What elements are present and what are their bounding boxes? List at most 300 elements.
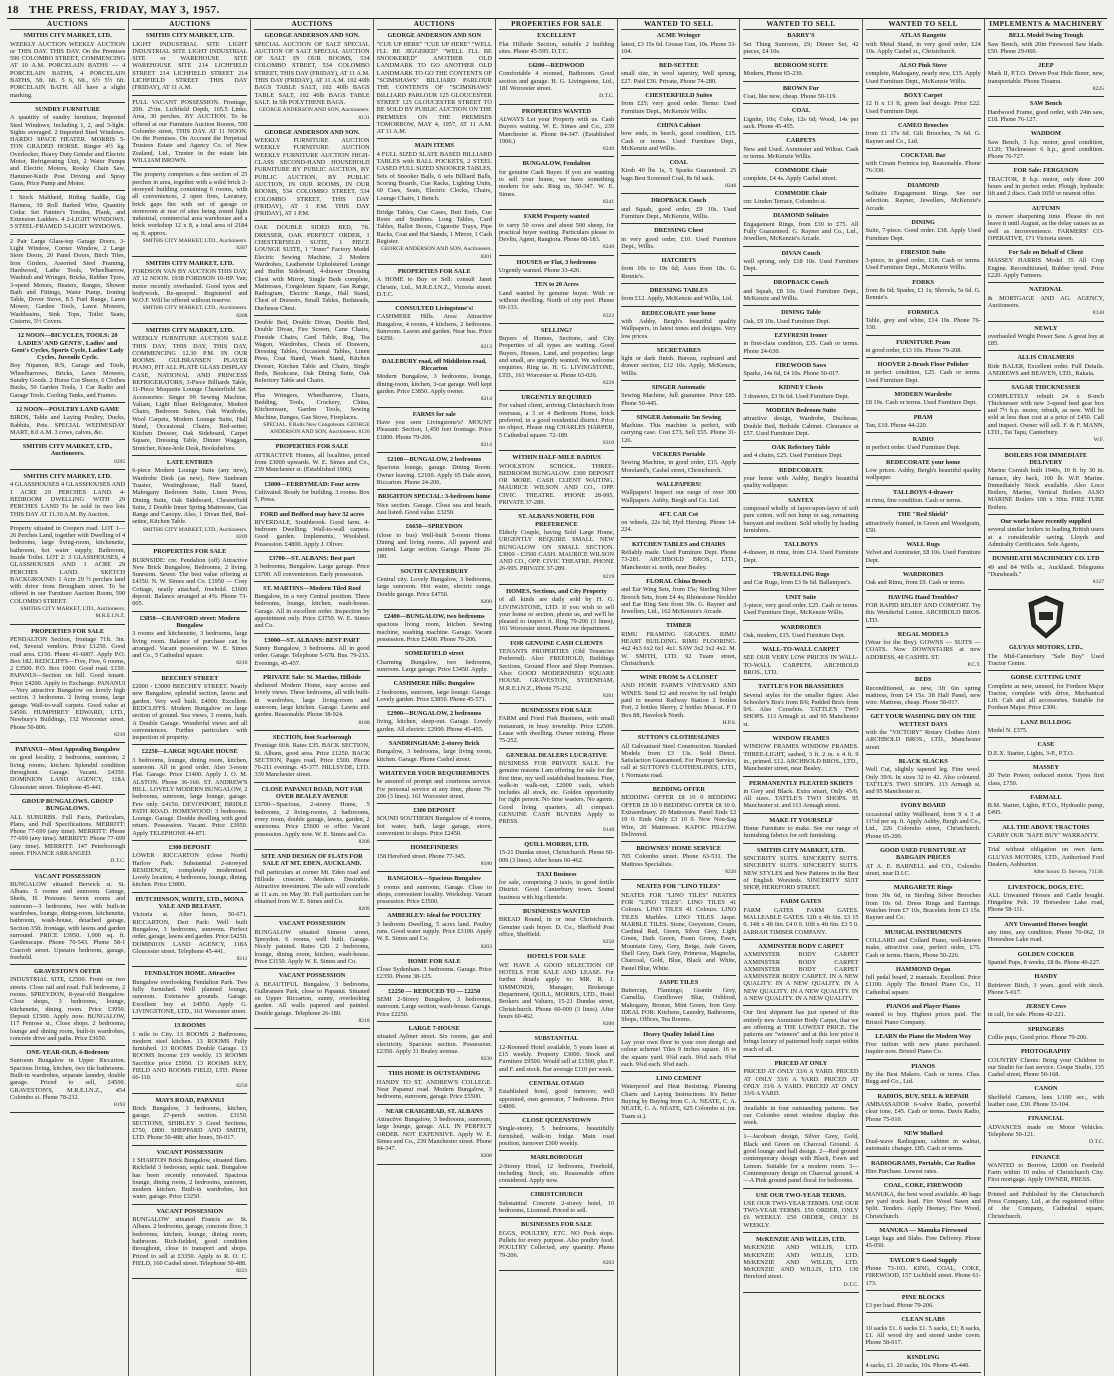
- ad-body: wanted to buy. Highest prices paid. The Bristol Piano Company.: [865, 1011, 981, 1026]
- ad-divider: [743, 103, 858, 104]
- ad-divider: [621, 1071, 736, 1072]
- ad-body: from 10s to 19s 6d; Axes from 18s. G. Rennie's.: [621, 265, 737, 280]
- classified-ad: [866, 1093, 981, 1127]
- ad-body: Set Thing Sunroom, £9; Dinner Set, 42 pieces, £4 10s.: [743, 40, 859, 55]
- ad-divider: [499, 509, 614, 510]
- ad-heading: £3800—FERRYMEAD: Four acres: [264, 480, 360, 488]
- ad-heading: DINING Table: [781, 309, 821, 317]
- ad-heading: WARDROBES: [780, 623, 822, 631]
- ad-body: BUNGALOW situated Francis av. St. Albans. 2 bedrooms, garage, concrete floor, 3 bedrooms, kitchen, lounge, dining room, bathroom. Rich-fielded, good condition throughout, close to transport and shops. Priced to sell at £3350. Apply to R. O. C. FIELD, 160 Cashel street. Telephone 50-488.: [132, 1216, 248, 1267]
- ad-divider: [866, 1089, 981, 1090]
- ad-heading: HATCHETS: [661, 257, 696, 265]
- ad-heading: PAPANUI—Most Appealing Bungalow: [15, 746, 120, 754]
- ad-heading: SMITHS CITY MARKET, LTD.: [145, 326, 234, 334]
- ad-body: 1 SHARTON Brick Bungalow, situated Ilam. Rickfield 3 bedroom, septic tank. Bungalow has been recently renovated. Spacious lounge, dining room, 2 bedrooms, sunroom, modern kitchen. Built-in wardrobes, hot water, garage. Price £3250.: [132, 1156, 248, 1201]
- ad-body: in calf, for sale. Phone 42-221.: [987, 1011, 1066, 1019]
- ad-body: 3 bedrooms, lounge, dining room, kitchen, sunroom. All in good order. Also 3-room Flat. Garage. Price £1400. Apply J. O. M. ALSTON. Phone 36-160. ST. ANDREW'S HILL. LOVELY MODERN BUNGALOW, 2 bedrooms, sunroom, large lounge, garage. Few only. £4150. DEVONPORT, BRIDLE PATH ROAD. HOMEWOOD: 3 bedrooms. Lounge. Garage. Double dwelling with good return. Possession. Vacant. Price £3950. Apply TELEPHONE 44-871.: [132, 756, 248, 837]
- ad-divider: [377, 646, 492, 647]
- ad-heading: FENDALTON HOME. Attractive: [144, 970, 236, 978]
- classified-ad: [866, 1257, 981, 1291]
- ad-divider: [377, 871, 492, 872]
- ad-body: The Mid-Canterbury "Safe Buy" Used Tractor Centre.: [987, 652, 1104, 667]
- ad-heading: 12 NOON—POULTRY LAND GAME: [15, 405, 120, 413]
- ad-divider: [10, 439, 125, 440]
- ad-divider: [499, 904, 614, 905]
- ad-divider: [499, 837, 614, 838]
- ad-heading: 4FT. CAR Cot: [659, 510, 699, 518]
- ad-divider: [377, 205, 492, 206]
- ad-heading: HOOVER 2-Brush Floor Polisher: [877, 361, 969, 369]
- ad-divider: [499, 277, 614, 278]
- ad-body: Boy Nipanun, R/S, Garage and Tools, Wheelbarrows, Bricks, Lawn Mowers, Sundry Goods. 2 Horse Cot Sheets, 6 Clothes Bucks, 50 Garden Tools, 1 Car Radio and Garage Tools. Cooling Tanks, and Frames.: [10, 362, 126, 399]
- ad-reference: H.P.S.: [722, 719, 737, 726]
- ad-body: TRACTOR, 8 h.p. motor, only done 200 hours and in perfect order. Plough, hydraulic lift and 2 discs. Cash £650 or nearest offer.: [987, 175, 1104, 198]
- ad-divider: [866, 627, 981, 628]
- ad-body: well sprung, only £18 10s. Used Furniture Dept.: [743, 257, 859, 273]
- classified-ad: [377, 268, 492, 302]
- newspaper-page: [7, 4, 1107, 1369]
- ad-body: Victoria st. After hours, 50-671. RICCARTON, Deri Park: Well built Bungalow, 3 bedrooms, sunroom. Perfect order, garage, lawns and garden. Price £4250. DOMINION LAND AGENCY, 118A Gloucester street. Telephone 45-441.: [132, 911, 248, 955]
- ad-body: ALL Unwanted Horses and Cattle bought. Hingeline Pelt. 19 Horseshoe Lake road, Phone 58-111.: [987, 891, 1104, 914]
- ad-body: Model N. £375.: [987, 727, 1028, 735]
- ad-divider: [254, 730, 369, 731]
- ad-heading: £6650—SPREYDON: [405, 523, 463, 531]
- ad-body: Attractive Bungalow, 3 bedrooms, sunroom, large lounge, garage. ALL IN PERFECT ORDER. NOT EXPENSIVE. Apply W. E. Simes and Co., 239 Manchester street. Phone 84-347.: [376, 1115, 492, 1153]
- ad-body: occasional utility Wallboard, from 9 x 3 at 11½d per sq. ft. Apply Ashby, Bergh and Co., Ltd., 226 Colombo street, Christchurch. Phone 65-200.: [865, 810, 981, 840]
- section-heading: WANTED TO SELL: [743, 21, 858, 30]
- classified-ad: [377, 680, 492, 707]
- ad-divider: [743, 81, 858, 82]
- ad-divider: [254, 125, 369, 126]
- ad-body: and Ear Wing Sets, from 15s; Sterling Silver Brooch Sets, from £4 4s; Rhinestone Necklet and Ear Ring Sets from 39s. G. Rayner and Jewellers, Ltd., 162 McKenzie's Arcade.: [621, 586, 737, 616]
- classified-ad: [254, 786, 369, 850]
- ad-body: D.E.X. Starter, Lights, 3-P., P.T.O.: [987, 749, 1075, 757]
- ad-body: INDUSTRIAL SITE, £2500. Front on two streets. Close rail and road. Full bedrooms, 2 rooms. SPREYDON, 8-year-old Bungalow. Close shops, 3 bedrooms, lounge, kitchenette, dining room. Price £3950. Deposit £1500. Apply now. BUNGALOW, 117 Penrose st., Close shops. 2 bedrooms, lounge and dining room, built-in wardrobes, concrete drive and paths. Price £3650.: [10, 976, 126, 1042]
- ad-divider: [132, 455, 247, 456]
- ad-divider: [988, 282, 1104, 283]
- ad-body: 10 sacks £1. 6 sacks £1. 5 sacks, £1; 8 sacks, £1. All wood dry and stored under cover. Phone 58-017.: [865, 1324, 981, 1347]
- ad-body: WEEKLY FURNITURE AUCTION WEEKLY FURNITURE AUCTION WEEKLY FURNITURE AUCTION HIGH-CLASS SECOND-HAND HOUSEHOLD FURNITURE BY PUBLIC AUCTION, BY PUBLIC AUCTION, BY PUBLIC AUCTION, IN OUR ROOMS, IN OUR ROOMS, 534 COLOMBO STREET, 534 COLOMBO STREET, THIS DAY (FRIDAY), AT 1 P.M. THIS DAY (FRIDAY), AT 1 P.M.: [254, 137, 370, 218]
- classified-ad: [866, 676, 981, 710]
- ad-heading: CASHMERE Hills: Bungalow: [393, 680, 475, 688]
- ad-heading: ATLAS Rangette: [900, 32, 947, 40]
- classified-ad: [621, 92, 736, 119]
- classified-ad: [499, 32, 614, 59]
- ad-body: with Metal Stand, in very good order, £24 10s. Apply Cashel st., Christchurch.: [865, 40, 981, 55]
- ad-body: WOOLSTON SCHOOL. THREE-BEDROOM BUNGALOW. £300 DEPOSIT OR MORE. CASH CLIENT WAITING. MAURICE WILSON AND CO., OPP. CIVIC THEATRE. PHONE 28-995. PRIVATE 37-289.: [498, 462, 615, 507]
- ad-divider: [377, 301, 492, 302]
- ad-body: overhauled Wright Power Saw. A great buy at £85.: [987, 332, 1104, 348]
- ad-divider: [499, 450, 614, 451]
- classified-ad: [132, 970, 247, 1019]
- classified-ad: [743, 384, 858, 404]
- ad-body: OAK DOUBLE SIDED BED, 7ft. DRESSER, OAK PERFECT ORDER, 1 CHESTERFIELD SUITE, 1 PIECE LOUNGE SUITE, 1 "Joner" Factory Model Electric Sewing Machine, 2 Modern Wardrobes, Leatherette Upholstered Lounge and Buffet Sideboard, 4-drawer Dressing Chest with Mirror, Single Beds complete, Mattresses, Congoleum Square, Gas Range, Radiogram, Electric Range, Hall Stand, Chest of Drawers, Small Tables, Bedsteads, Duchesse Chest.: [254, 224, 370, 312]
- ad-divider: [988, 947, 1104, 948]
- classified-ad: [377, 1025, 492, 1067]
- ad-body: Modern, Phone 65-230.: [743, 70, 804, 78]
- ad-heading: PROPERTIES FOR SALE: [397, 267, 471, 275]
- classified-ad: [988, 452, 1104, 515]
- ad-body: Single-storey, 5 bedrooms, beautifully furnished, walk-in fridge. Main road position, turnover £300 weekly.: [498, 1125, 615, 1147]
- ad-body: your home with Ashby, Bergh's beautiful quality wallpaper.: [743, 475, 859, 490]
- ad-heading: BEDROOM SUITE: [774, 62, 828, 70]
- ad-heading: BOILERS FOR IMMEDIATE DELIVERY: [1004, 451, 1088, 466]
- ad-heading: AXMINSTER BODY CARPET: [758, 942, 844, 950]
- ad-body: SPECIAL AUCTION OF SALT SPECIAL AUCTION OF SALT SPECIAL AUCTION OF SALT IN OUR ROOMS, 534 COLOMBO STREET, 534 COLOMBO STREET, THIS DAY (FRIDAY), AT 11 A.M. THIS DAY (FRIDAY), AT 11 A.M. 102 40lb BAGS TABLE SALT, 102 40lb BAGS TABLE SALT, 102 40lb BAGS TABLE SALT. In 5lb POLYTHENE BAGS.: [254, 40, 370, 106]
- classified-ad: [988, 1115, 1104, 1150]
- ad-divider: [743, 620, 858, 621]
- ad-divider: [988, 514, 1104, 515]
- classified-ad: [621, 541, 736, 575]
- ad-heading: GEORGE ANDERSON AND SON: [387, 32, 482, 40]
- ad-heading: KINDLING: [906, 1353, 940, 1361]
- classified-ad: [988, 741, 1104, 761]
- ad-divider: [743, 246, 858, 247]
- ad-heading: TRAVELLING Rugs: [772, 571, 830, 579]
- ad-divider: [866, 1372, 981, 1373]
- classified-ad: [988, 32, 1104, 59]
- ad-body: for genuine Cash Buyer. If you are wanting to sell your home, we have something modern for sale. Ring us, 50-347. W. E. Simes.: [498, 168, 615, 198]
- ad-body: Cultivated. Ready for building. 3 rooms. Box 5, Press.: [254, 488, 370, 504]
- ad-body: FARM GATES FARM GATES. MALLEABLE GATES. 12ft x 4ft 6in. £3 15 0. 14ft x 4ft 6in. £4 0 0. 10ft x 4ft 6in. £3 5 0. JARRAH TIMBER COMPANY.: [743, 906, 859, 936]
- ad-body: SEE OUR VERY LOW PRICES IN WALL-TO-WALL CARPETS. ARCHBOLD BROS., LTD.: [743, 654, 859, 676]
- classified-ad: [743, 467, 858, 494]
- classified-ad: [10, 798, 125, 870]
- ad-body: 4 FULL SIZED SLATE BASED BILLIARD TABLES with BALL POCKETS, 2 STEEL CASED FULL SIZED SNOOKER TABLES, Sets of Snooker Balls, 6 sets Billiard Balls, Scoring Boards, Cue Racks, Lighting Units, 60 Cues, Seats, Electric Clocks, Chairs, Lounge Chairs, 1 Bench.: [376, 150, 492, 202]
- ad-divider: [621, 306, 736, 307]
- classified-ad: [866, 1354, 981, 1374]
- ad-reference: SMITHS CITY MARKET, LTD., Auctioneers. 8207: [142, 238, 248, 252]
- ad-divider: [499, 255, 614, 256]
- ad-body: on good locality, 2 bedrooms, sunroom, 2 living rooms, kitchen. Splendid condition throughout. Garage. Vacant. £4350. DOMINION LAND AGENCY, 118A Gloucester street. Telephone 45-441.: [10, 754, 126, 791]
- classified-ad: [988, 130, 1104, 164]
- ad-body: USE OUR TWO-YEAR TERMS. USE OUR TWO-YEAR TERMS. £50 ORDER, ONLY £6 WEEKLY. £50 ORDER, ONLY £6 WEEKLY.: [743, 1199, 859, 1229]
- ad-divider: [10, 624, 125, 625]
- ad-heading: COMMODE Chair: [774, 167, 828, 175]
- classified-ad: [988, 973, 1104, 1000]
- ad-divider: [254, 1028, 369, 1029]
- ad-divider: [743, 939, 858, 940]
- ad-divider: [988, 1081, 1104, 1082]
- ad-divider: [988, 1111, 1104, 1112]
- ad-heading: PRICED AT ONLY: [774, 1060, 828, 1068]
- ad-body: any time, any condition. Phone 70-062, 19 Horseshoe Lake road.: [987, 929, 1104, 944]
- ad-divider: [377, 489, 492, 490]
- ad-body: 158 Hereford street. Phone 77-345.: [376, 852, 466, 860]
- classified-ad: [132, 548, 247, 611]
- classified-ad: [254, 129, 369, 222]
- classified-ad: [377, 807, 492, 841]
- classified-ad: [743, 735, 858, 776]
- ad-body: NEATES FOR "LINO TILES" NEATES FOR "LINO TILES". LINO TILES 41 Colours. LINO TILES 41 Colours. LINO TILES Marbles. LINO TILES Jaspe. MARBLE TILES. Stone, Greystone, Cream, Cardinal Red, Green, Silver Grey, Light Green, Dark Green, Foam Green, Fawn, Mountain Grey, Grey, Beige, Jade Green, Shell Grey, Dark Grey, Primrose, Magnolia, Charcoal, Gold, Blue, Black and White, Pastel Blue, White.: [621, 891, 737, 972]
- ad-divider: [10, 521, 125, 522]
- section-heading: AUCTIONS: [10, 21, 125, 30]
- ad-body: 12-Roomed Hotel available, 5 years lease at £15 weekly. Property £3000. Stock and Furniture £9500. Would sell at £1500, plus F. and F. and stock. Bar average £110 per week.: [498, 1043, 615, 1073]
- classified-ad: [377, 710, 492, 737]
- classified-ad: [254, 674, 369, 731]
- classified-ad: [988, 62, 1104, 97]
- ad-divider: [866, 537, 981, 538]
- ad-body: 20 Twin Power, reduced motor. Tyres first class, £750.: [987, 772, 1104, 787]
- ad-divider: [866, 305, 981, 306]
- ad-body: £2000 - £3000 BEECHEY STREET. Nearly new Bungalow, splendid section, lawns and garden. Very well built. £4000. Excellent. REDCLIFFS. Modern Bungalow on large section of ground. Sea views, 3 rooms, bath. A Double Garage. Wonderful views and all conveniences. Further particulars with inspection of property.: [132, 683, 248, 742]
- ad-body: ALL SUBURBS. Full Facts, Particulars, Plans, and Full Specifications. MERRITT: Phone 77-699 (any time). MERRITT: Phone 77-699 (any time). MERRITT: Phone 77-699 (any time). MERRITT: 147 Peterborough street. FINANCE ARRANGED.: [10, 813, 126, 857]
- ad-body: Charming Bungalow, two bedrooms, sunroom. Large garage. Price £3450. Apply.: [376, 658, 492, 673]
- classified-ad: [499, 281, 614, 323]
- ad-body: Hardwood Frame, good order, with 24in saw, £18. Phone 76-127.: [987, 108, 1104, 123]
- ad-divider: [988, 790, 1104, 791]
- ad-divider: [743, 567, 858, 568]
- ad-divider: [621, 1027, 736, 1028]
- ad-body: BREAD Round, in or near Christchurch. Genuine cash buyer. D. Co., Sheffield Post office, Sheffield.: [498, 916, 615, 938]
- ad-heading: HOMES, Sections, and City Property: [506, 588, 607, 595]
- ad-heading: PRAM: [913, 413, 933, 421]
- classified-ad: [743, 541, 858, 568]
- ad-body: in good order, £13 10s. Phone 79-208.: [865, 346, 963, 354]
- ad-reference: 8210: [236, 660, 248, 667]
- ad-divider: [499, 949, 614, 950]
- ad-reference: 8200: [480, 598, 492, 605]
- classified-ad: [866, 802, 981, 843]
- ad-heading: PERMANENTLY PLEATED SKIRTS: [749, 779, 853, 787]
- classified-ad: [621, 622, 736, 671]
- ad-divider: [866, 999, 981, 1000]
- classified-ad: [743, 847, 858, 896]
- ad-divider: [743, 1232, 858, 1233]
- ad-body: and Squab, £8 10s. Used Furniture Dept., McKenzie and Willis.: [743, 287, 859, 303]
- classified-ad: [988, 1154, 1104, 1188]
- ad-body: COLLARD and Collard Piano, well-known make, attractive case, perfect order, £75. Cash or terms. Harris, Phone 50-226.: [865, 936, 981, 959]
- ad-body: Buttercup, Flamingo, Granite Grey, Camellia, Cornflower Blue, Oxblood, Mahogany, Bronze, Mint Green, Iron Grey. IDEAL FOR: Kitchens, Laundry, Bathrooms, Shops, Offices, Tea Rooms.: [621, 987, 737, 1024]
- ad-divider: [132, 1093, 247, 1094]
- ad-divider: [254, 670, 369, 671]
- classified-ad: [743, 137, 858, 164]
- ad-heading: FARM GATES: [780, 898, 822, 906]
- ad-body: Velvet and Axminster, £8 10s. Used Furniture Dept.: [865, 549, 981, 564]
- ad-divider: [743, 894, 858, 895]
- classified-ad: [866, 631, 981, 673]
- ad-body: BUNGALOW situated Simeon street, Spreydon. 6 rooms, well built. Garage. Nicely painted. Rates £20. 2 bedrooms, lounge, dining room, kitchen, wash-house. Price £3150. Apply W. E. Simes and Co.: [254, 928, 370, 965]
- ad-body: Oak and Rimu, from £9. Cash or terms.: [865, 579, 966, 587]
- classified-ad: [10, 873, 125, 966]
- ad-divider: [988, 1187, 1104, 1188]
- ad-divider: [499, 584, 614, 585]
- classified-ad: [866, 1316, 981, 1350]
- ad-body: Home Furniture to make. See our range of furnishing fabrics for soft furnishing.: [743, 825, 859, 840]
- classified-ad: [132, 844, 247, 893]
- ad-divider: [621, 223, 736, 224]
- ad-divider: [132, 256, 247, 257]
- classified-ad: [132, 1022, 247, 1094]
- ad-heading: REGAL MODELS: [897, 630, 949, 638]
- ad-body: sheltered Modern Home, easy access and lovely views. Three bedrooms, all with built-in wardrobes, large living-room and sunroom, large kitchen. Garage. Lawns and garden. Reasonable. Phone 38-924.: [254, 682, 370, 719]
- ad-body: SINCERITY SUITS. SINCERITY SUITS. SINCERITY SUITS. SINCERITY SUITS. NEW STYLES and New Patterns in the Best of English Worsteds. SINCERITY SUIT SHOP, HEREFORD STREET.: [743, 854, 859, 892]
- ad-divider: [988, 126, 1104, 127]
- classified-ad: [621, 786, 736, 842]
- ad-heading: £2250—LARGE SQUARE HOUSE: [141, 748, 238, 756]
- ad-divider: [988, 999, 1104, 1000]
- ad-heading: COAL, COKE, FIREWOOD: [883, 1182, 963, 1190]
- ad-divider: [866, 843, 981, 844]
- classified-ad: [621, 347, 736, 381]
- classified-ad: [621, 227, 736, 254]
- classified-ad: [866, 1130, 981, 1157]
- ad-divider: [988, 880, 1104, 881]
- classified-ad: [866, 361, 981, 388]
- classified-ad: [377, 493, 492, 520]
- ad-heading: CHINA Cabinet: [656, 121, 701, 129]
- ad-divider: [254, 551, 369, 552]
- classified-ad: [499, 841, 614, 868]
- ad-reference: After hours: D. Stevens, 71136.: [1033, 869, 1104, 876]
- ad-body: AXMINSTER BODY CARPET AXMINSTER BODY CARPET AXMINSTER BODY CARPET AXMINSTER BODY CARPET. IN A NEW QUALITY. IN A NEW QUALITY. IN A NEW QUALITY. IN A NEW QUALITY. IN A NEW QUALITY. IN A NEW QUALITY.: [743, 951, 859, 1002]
- ad-heading: FARMALL: [1030, 793, 1062, 801]
- ad-divider: [988, 842, 1104, 843]
- ad-divider: [132, 671, 247, 672]
- ad-body: Sunny Bungalow, 3 bedrooms. All in good order. Garage. Telephone 5-678. Bus. 79-215. Evenings, 45-457.: [254, 644, 370, 667]
- ad-heading: McKENZIE AND WILLIS, LTD.: [756, 1236, 846, 1243]
- ad-divider: [621, 975, 736, 976]
- classified-ad: [988, 674, 1104, 715]
- classified-ad: [499, 640, 614, 704]
- ad-divider: [866, 58, 981, 59]
- ad-body: Flat Hillside Section, suitable 2 building sites. Phone 45-595. D.T.C.: [498, 40, 615, 55]
- ad-body: Plus Wringers, Wheelbarrow, Chairs, Bedding, Tools, Crockery, China, Kitchenware, Garden Tools, Sewing Machine, Ranges, Gas Stove, Fireplaces.: [254, 391, 370, 421]
- ad-heading: BEECHEY STREET: [161, 674, 219, 682]
- ad-heading: SITE AND DESIGN OF FLATS FOR SALE AT MT. EDEN, AUCKLAND.: [261, 853, 363, 868]
- ad-reference: 8208: [480, 1153, 492, 1160]
- column-3: [251, 19, 373, 1376]
- ad-divider: [499, 1076, 614, 1077]
- classified-ad: [743, 167, 858, 187]
- ad-reference: 8221: [236, 1268, 248, 1275]
- ad-divider: [866, 1312, 981, 1313]
- ad-heading: BUSINESSES FOR SALE: [520, 707, 593, 715]
- ad-reference: SMITHS CITY MARKET, LTD., Auctioneers. 8209: [142, 526, 248, 540]
- ad-divider: [621, 58, 736, 59]
- ad-body: FULL VACANT POSSESSION. Frontage, 20ft. 2½in. Lichfield Depth, 165.5 Links. Area, 30 perches. BY AUCTION. To be offered at our Furniture Auction Rooms, 590 Colombo street, THIS DAY. AT 11 NOON. On the Premises. On Account the Perpetual Trustees Estate and Agency Co. of New Zealand, Ltd., Trustee in the estate late WILLIAM BROWN.: [132, 98, 248, 165]
- ad-heading: MAKE IT YOURSELF: [769, 816, 833, 824]
- ad-heading: BRIGHTON SPECIAL: 3-bedroom home: [377, 493, 491, 501]
- ad-heading: NEAR CRAIGHEAD, ST. ALBANS: [385, 1107, 483, 1115]
- ad-body: light or dark finish. Bureau, cupboard and drawer section, £12 10s. Apply, McKenzie, Willis.: [621, 355, 737, 377]
- classified-ad: [499, 394, 614, 451]
- ad-divider: [254, 782, 369, 783]
- ad-body: 3 rooms and sunroom. Garage. Close to shops, convenient locality. Workshop. Vacant possession. Price £3500.: [376, 883, 492, 906]
- classified-ad: [499, 953, 614, 1032]
- classified-ad: [499, 160, 614, 210]
- classified-ad: [377, 770, 492, 804]
- ad-body: PENDALTON Section, frontage 71ft. 3in. rod, Several vendors. Price £1250. Good road area. £150. Phone 41-6007. Apply P.O. Box 182. REDCLIFFS—Five, Five, 6 rooms, 2 £3500. P.O. Box 1000. Good road. £150. PAPANUI—Section on hill. Good tenant. Price £4200. Apply to Exchange. PANANUI—Very attractive Bungalow on lovely high section. 3 bedrooms. 2 living rooms, large garage. Wall-to-wall carpets. Good value at £4500. HUMPHREY EDWARD, LTD., Newbury's Buildings, 132 Worcester street. Phone 50-806.: [10, 635, 126, 731]
- classified-ad: [866, 1182, 981, 1223]
- ad-body: All Galvanised Steel Construction. Standard Models from £3 13s. Sold Direct. Satisfaction Guaranteed. For Prompt Service, call at SUTTON'S CLOTHESLINES, LTD., 1 Normans road.: [621, 742, 737, 779]
- ad-body: Spacious lounge, garage. Dining Room. Owner leaving. £2100. Apply 65 Dale street, Riccarton. Phone 24-206.: [376, 464, 492, 487]
- ad-body: composed wholly of layer-upon-layer of soft pure cotton, will not lump or sag, remaining buoyant and resilient. Sold wholly by leading furnishers.: [743, 504, 859, 534]
- ad-body: 1—Jacobean design, Silver Grey, Gold, Black and Green on Charcoal Ground. A good lounge and hall design. 2—Red ground contemporary design with Black, Fawn and Lemon. Suitable for a modern room. 3—Contemporary design on Charcoal ground. 4—A Pink ground panel floral for bedrooms.: [743, 1133, 859, 1185]
- ad-divider: [866, 962, 981, 963]
- ad-heading: SELLING?: [540, 326, 573, 334]
- classified-ad: [743, 943, 858, 1006]
- ad-heading: DRESSING Chest: [654, 227, 704, 235]
- ad-heading: HOUSES or Flat, 3 bedrooms: [516, 258, 597, 266]
- ad-divider: [621, 477, 736, 478]
- ad-body: £3 per load. Phone 79-206.: [865, 1302, 934, 1310]
- ad-body: from 30s 6d, in Sterling Silver Brooches from 10s 6d. Dress Rings and Earrings. Watches from £7 10s, Bracelets from £1 15s. Rayner and Co.: [865, 892, 981, 922]
- ad-heading: LARGE 7-HOUSE: [408, 1024, 460, 1032]
- ad-divider: [621, 283, 736, 284]
- ad-body: ADVANCES made on Motor Vehicles. Telephone 50-121.: [987, 1123, 1104, 1138]
- ad-body: Double Bed, Double Divan, Double Bed, Double Divan, Fire Screen, Cane Chairs, Fireside Chairs, Card Table, Rug, Tea Wagon, Wardrobes, Chests of Drawers, Dressing Tables, Occasional Tables, Linen Press, Coat Stand, Wash Stand, Kitchen Dresser, Kitchen Table and Chairs, Single Beds, Bookcase, Oak Dining Suite, Oak Refectory Table and Chairs.: [254, 318, 370, 385]
- ad-divider: [254, 315, 369, 316]
- ad-body: B.M. Starter, Lights, P.T.O., Hydraulic pump, £495.: [987, 802, 1104, 817]
- ad-heading: HOME FOR SALE: [407, 957, 461, 965]
- ad-heading: PIANOS: [911, 1062, 936, 1070]
- classified-ad: [866, 92, 981, 119]
- ad-divider: [743, 1129, 858, 1130]
- ad-heading: SECRETAIRES: [656, 346, 701, 354]
- classified-ad: [132, 459, 247, 545]
- ad-heading: LATE ENTRIES: [166, 459, 213, 467]
- ad-heading: EZYFRESH Ironer: [774, 331, 828, 339]
- ad-heading: VACANT POSSESSION: [156, 1207, 224, 1215]
- ad-divider: [132, 966, 247, 967]
- ad-divider: [377, 1164, 492, 1165]
- ad-body: Marine Cornish built 1940s, 10 ft. by 30 in. furnace, dry back, 100 lb. W.P. Marine. Immediately Stock available. Also Loco Boilers, Marine, Vertical Boilers. ALSO MARINE Boilers 10ft x 30in. FIRE TUBE Boilers.: [987, 467, 1104, 511]
- ad-body: in very good order, £10. Used Furniture Dept., Willis.: [621, 235, 737, 250]
- classified-ad: [499, 513, 614, 585]
- ad-body: Engagement Rings, from £30 to £75. All Fully Guaranteed. G. Rayner and Co., Ltd., Jewellers, McKenzie's Arcade.: [743, 220, 859, 243]
- ad-body: A BEAUTIFUL Bungalow, 3 bedrooms, Gulbransen Park, close to Papanui. Situated on Upper Riccarton, sunny, overlooking garden. All walls papered and painted. Double garage. Telephone 26-180.: [254, 980, 370, 1017]
- ad-body: in perfect order. Used Furniture Dept.: [865, 444, 961, 452]
- classified-ad: [621, 845, 736, 880]
- ad-body: Dual-wave Radiogram, cabinet in walnut, automatic changer. £85. Cash or terms.: [865, 1138, 981, 1153]
- ad-heading: DIAMOND: [907, 181, 939, 189]
- ad-divider: [132, 167, 247, 168]
- ad-heading: FOR GENUINE CASH CLIENTS: [510, 639, 603, 647]
- classified-ad: [743, 571, 858, 591]
- ad-divider: [743, 642, 858, 643]
- ad-heading: GROUP BUNGALOWS. GROUP BUNGALOWS.: [21, 797, 114, 813]
- classified-ad: [621, 1075, 736, 1124]
- classified-ad: [866, 309, 981, 336]
- classified-ad: [254, 637, 369, 671]
- ad-body: cnr. Linden Terrace, Colombo st.: [743, 198, 827, 206]
- ad-body: WEEKLY AUCTION WEEKLY AUCTION or THIS DAY. THIS DAY. On the Premises 590 COLOMBO STREET, COMMENCING AT 10 A.M. PORCELAIN BATHS — 4 PORCELAIN BATHS, 4 PORCELAIN BATHS, 5ft. 6ft. 5 6, 6ft., 6½ 5½ 6ft. PORCELAIN BATH. All have a slight marking.: [10, 40, 126, 99]
- ad-heading: CENTRAL OTAGO: [528, 1079, 584, 1087]
- ad-heading: CASE: [1037, 741, 1055, 749]
- ad-body: Table, grey and white, £14 10s. Phone 76-330.: [865, 316, 981, 332]
- ad-heading: 12 NOON—BICYCLES, TOOLS: 20 LADIES' AND GENTS', Ladies' and Gent's Cycles, Sports Cycle, Ladies' Lady Cycles, Juvenile Cycle.: [11, 332, 124, 362]
- ad-divider: [988, 448, 1104, 449]
- ad-divider: [132, 840, 247, 841]
- ad-divider: [377, 1066, 492, 1067]
- ad-divider: [132, 1018, 247, 1019]
- ad-divider: [866, 1350, 981, 1351]
- ad-body: for sale, comprising 3 taxis, in good fertile District. Good Canterbury town. Sound business with big clientele.: [498, 879, 615, 901]
- ad-body: Bungalow, in a very Central position. Three bedrooms, lounge, kitchen, wash-house. Garage. All in excellent order. Inspection by appointment only. Price £3750. W. E. Simes and Co.: [254, 593, 370, 630]
- ad-heading: GEORGE ANDERSON AND SON.: [264, 128, 360, 136]
- ad-body: Coat, like new, cheap. Phone 50-119.: [743, 93, 837, 101]
- column-9: [985, 19, 1107, 1376]
- ad-heading: USE OUR TWO-YEAR TERMS.: [755, 1191, 846, 1199]
- ad-divider: [866, 335, 981, 336]
- ad-reference: 8211: [236, 956, 248, 963]
- ad-body: AND HOME FARM'S VINEYARD AND WINES. Send £2 and receive by rail freight paid to nearest Railway Station 2 bottles Port, 2 bottles Sherry, 2 bottles Muscat. P O Box 88, Havelock North.: [621, 682, 737, 719]
- ad-heading: SINGER Automatic: [651, 383, 706, 391]
- classified-ad: [377, 875, 492, 909]
- ad-body: Modern Bungalow, 3 bedrooms, lounge, dining-room, kitchen, 3-car garage. Well kept garden. Price £3850. Apply owner.: [376, 373, 492, 396]
- ad-reference: 8188: [358, 719, 370, 726]
